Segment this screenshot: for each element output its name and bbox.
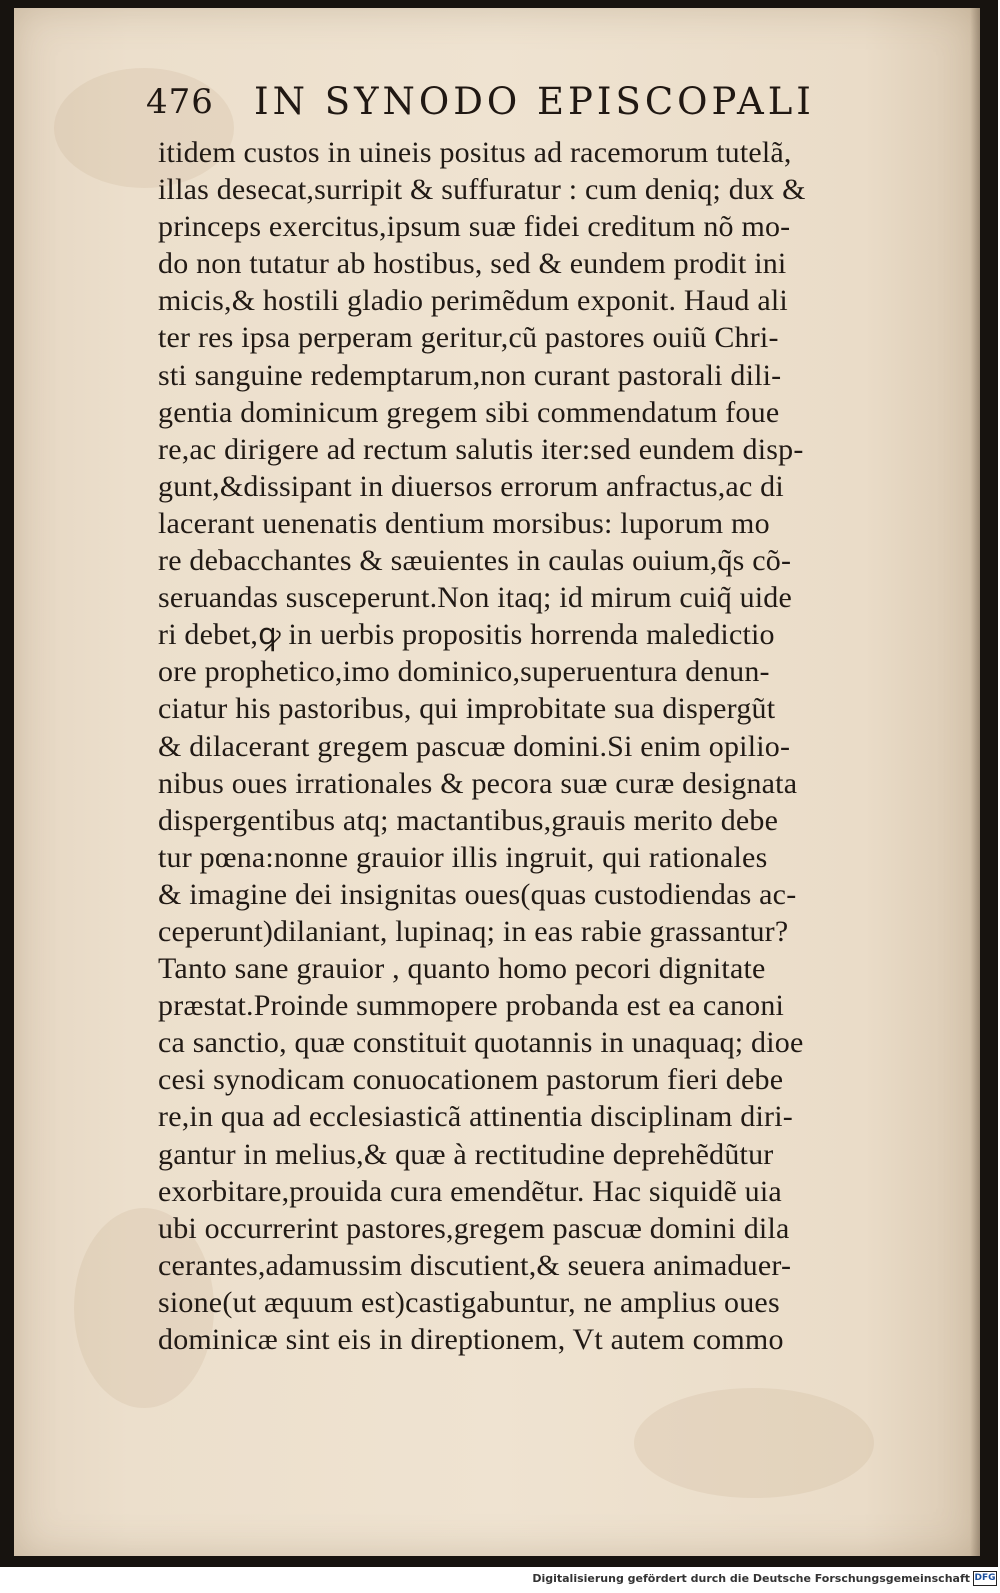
text-line: nibus oues irrationales & pecora suæ curæ designata bbox=[158, 766, 798, 800]
text-line: re debacchantes & sæuientes in caulas ouium,q̃s cõ- bbox=[158, 544, 792, 578]
paper-stain bbox=[634, 1388, 874, 1498]
page-body-text bbox=[158, 134, 918, 1358]
text-line: gantur in melius,& quæ à rectitudine deprehẽdũtur bbox=[158, 1137, 774, 1171]
text-line: gentia dominicum gregem sibi commendatum foue bbox=[158, 395, 780, 429]
text-line: ceperunt)dilaniant, lupinaq; in eas rabie grassantur? bbox=[158, 914, 789, 948]
text-line: re,in qua ad ecclesiasticã attinentia disciplinam diri- bbox=[158, 1100, 793, 1134]
text-line: exorbitare,prouida cura emendẽtur. Hac siquidẽ uia bbox=[158, 1174, 782, 1208]
text-line: præstat.Proinde summopere probanda est ea canoni bbox=[158, 989, 785, 1023]
dfg-logo: DFG bbox=[973, 1571, 997, 1586]
text-line: & dilacerant gregem pascuæ domini.Si enim opilio- bbox=[158, 729, 791, 763]
page-header bbox=[146, 80, 826, 126]
text-line: tur pœna:nonne grauior illis ingruit, qui rationales bbox=[158, 840, 768, 874]
text-line: & imagine dei insignitas oues(quas custodiendas ac- bbox=[158, 877, 797, 911]
funding-credit: Digitalisierung gefördert durch die Deutsche Forschungsgemeinschaft bbox=[532, 1572, 970, 1585]
text-line: princeps exercitus,ipsum suæ fidei creditum nõ mo- bbox=[158, 210, 791, 244]
text-line: itidem custos in uineis positus ad racemorum tutelã, bbox=[158, 136, 792, 169]
running-head: IN SYNODO EPISCOPALI bbox=[254, 80, 815, 123]
text-line: cerantes,adamussim discutient,& seuera animaduer- bbox=[158, 1248, 792, 1282]
text-line: dominicæ sint eis in direptionem, Vt autem commo bbox=[158, 1323, 784, 1356]
text-line: ter res ipsa perperam geritur,cũ pastores ouiũ Chri- bbox=[158, 321, 779, 355]
text-line: do non tutatur ab hostibus, sed & eundem prodit ini bbox=[158, 247, 787, 281]
text-line: ca sanctio, quæ constituit quotannis in unaquaq; dioe bbox=[158, 1026, 804, 1060]
text-line: ore prophetico,imo dominico,superuentura denun- bbox=[158, 655, 770, 689]
text-line: seruandas susceperunt.Non itaq; id mirum cuiq̃ uide bbox=[158, 581, 793, 615]
text-line: re,ac dirigere ad rectum salutis iter:sed eundem disp- bbox=[158, 432, 804, 466]
text-line: gunt,&dissipant in diuersos errorum anfractus,ac di bbox=[158, 469, 784, 503]
page-number: 476 bbox=[146, 82, 214, 122]
text-line: ciatur his pastoribus, qui improbitate sua dispergũt bbox=[158, 692, 776, 726]
text-line: ri debet,ꝙ in uerbis propositis horrenda maledictio bbox=[158, 618, 775, 652]
digitization-footer bbox=[0, 1567, 1000, 1593]
text-line: dispergentibus atq; mactantibus,grauis merito debe bbox=[158, 803, 779, 837]
text-line: sione(ut æquum est)castigabuntur, ne amplius oues bbox=[158, 1285, 780, 1319]
text-line: Tanto sane grauior , quanto homo pecori dignitate bbox=[158, 952, 766, 986]
text-line: ubi occurrerint pastores,gregem pascuæ domini dila bbox=[158, 1211, 790, 1245]
text-line: sti sanguine redemptarum,non curant pastorali dili- bbox=[158, 358, 782, 392]
text-line: illas desecat,surripit & suffuratur : cum deniq; dux & bbox=[158, 173, 806, 207]
text-line: micis,& hostili gladio perimẽdum exponit. Haud ali bbox=[158, 284, 788, 318]
page-edge-shadow bbox=[970, 8, 980, 1556]
text-line: cesi synodicam conuocationem pastorum fieri debe bbox=[158, 1063, 784, 1097]
text-line: lacerant uenenatis dentium morsibus: luporum mo bbox=[158, 506, 770, 540]
